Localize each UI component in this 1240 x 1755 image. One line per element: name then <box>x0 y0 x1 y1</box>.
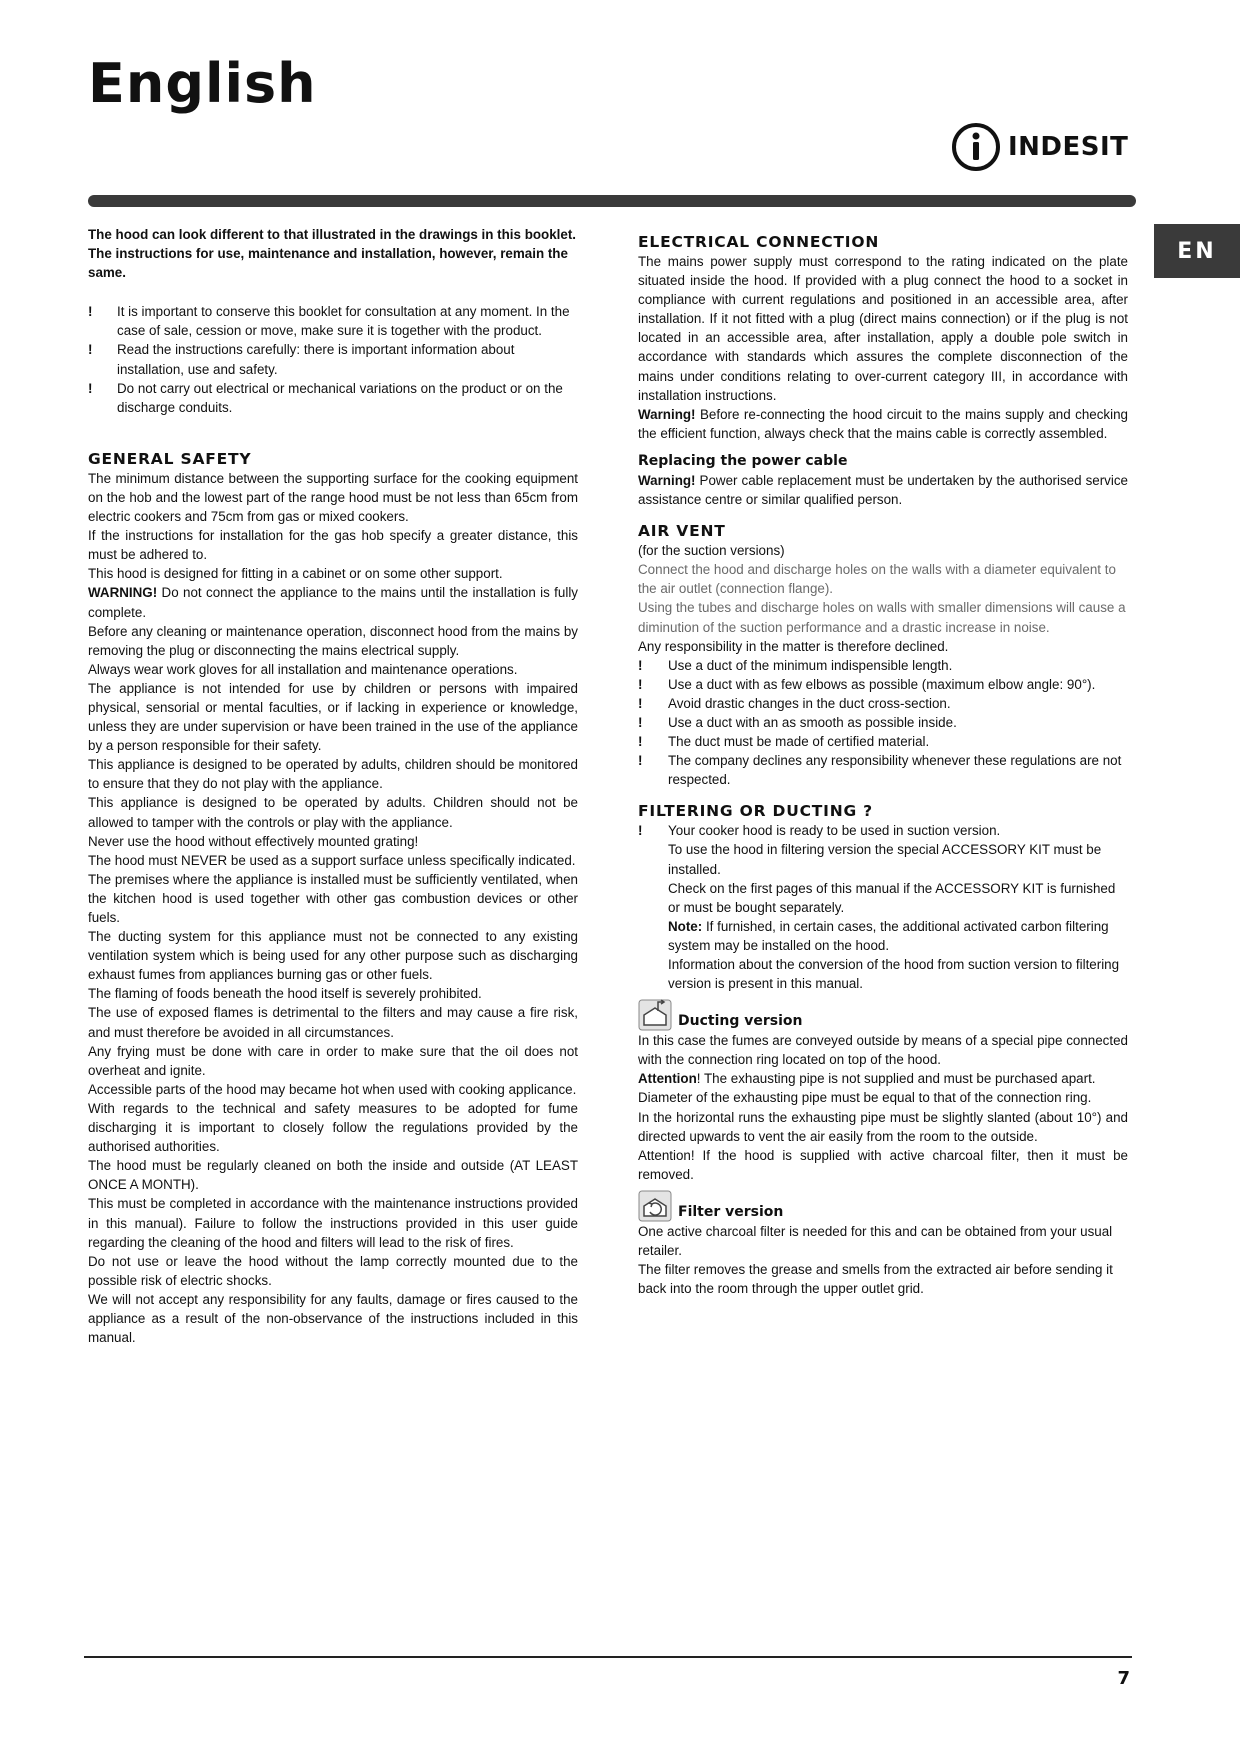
replacing-power-cable-heading: Replacing the power cable <box>638 452 848 469</box>
left-column <box>88 225 578 1347</box>
ducting-version-icon <box>638 999 672 1031</box>
paragraph: Using the tubes and discharge holes on walls with smaller dimensions will cause a diminution of the suction performance and a drastic increase in noise. <box>638 600 1126 635</box>
attention-label: Attention <box>638 1071 697 1087</box>
attention-text: ! The exhausting pipe is not supplied and must be purchased apart. <box>696 1071 1096 1087</box>
paragraph: With regards to the technical and safety measures to be adopted for fume discharging it is important to closely follow the regulations provided by the authorised authorities. <box>88 1100 578 1155</box>
paragraph: Connect the hood and discharge holes on the walls with a diameter equivalent to the air outlet (connection flange). <box>638 562 1116 597</box>
note-text: If furnished, in certain cases, the additional activated carbon filtering system may be installed on the hood. <box>668 918 1109 953</box>
warning-text: Power cable replacement must be undertaken by the authorised service assistance centre or similar qualified person. <box>638 472 1128 508</box>
paragraph: This must be completed in accordance with the maintenance instructions provided in this manual). Failure to follow the instructions provided in this user guide regarding the cleaning of the hood and filters will lead to the risk of fires. <box>88 1196 578 1250</box>
paragraph: If the instructions for installation for the gas hob specify a greater distance, this must be adhered to. <box>88 528 578 563</box>
list-item: ! Your cooker hood is ready to be used in suction version. <box>638 821 1128 840</box>
air-vent-heading: AIR VENT <box>638 522 726 541</box>
ducting-version-header <box>638 999 1128 1031</box>
note-label: Note: <box>668 918 703 934</box>
paragraph: One active charcoal filter is needed for this and can be obtained from your usual retailer. <box>638 1223 1113 1259</box>
general-safety-heading: GENERAL SAFETY <box>88 449 252 468</box>
paragraph: The minimum distance between the supporting surface for the cooking equipment on the hob and the lowest part of the range hood must be not less than 65cm from electric cookers and 75cm from gas or mixed cookers. <box>88 470 578 525</box>
paragraph: Always wear work gloves for all installation and maintenance operations. <box>88 661 518 677</box>
paragraph: The hood must be regularly cleaned on both the inside and outside (AT LEAST ONCE A MONTH). <box>88 1158 578 1193</box>
list-item: ! It is important to conserve this booklet for consultation at any moment. In the case of sale, cession or move, make sure it is together with the product. <box>88 302 578 340</box>
paragraph: Any responsibility in the matter is therefore declined. <box>638 638 949 654</box>
right-column <box>638 232 1128 1298</box>
general-safety-body <box>88 469 578 1347</box>
paragraph: This appliance is designed to be operated by adults, children should be monitored to ensure that they do not play with the appliance. <box>88 757 578 792</box>
air-vent-subtitle: (for the suction versions) <box>638 543 785 559</box>
filtering-notes <box>638 821 1128 840</box>
list-item: ! Do not carry out electrical or mechanical variations on the product or on the discharge conduits. <box>88 379 578 417</box>
electrical-connection-body <box>638 252 1128 443</box>
list-item: ! Avoid drastic changes in the duct cross-section. <box>638 694 1128 713</box>
paragraph: The ducting system for this appliance must not be connected to any existing ventilation system which is being used for any other purpose such as discharging exhaust fumes from appliances burning gas or other fuels. <box>88 929 578 983</box>
paragraph <box>668 917 1128 955</box>
ducting-version-body <box>638 1031 1128 1184</box>
brand-name: INDESIT <box>1008 132 1129 162</box>
important-notes <box>88 302 578 417</box>
paragraph: To use the hood in filtering version the special ACCESSORY KIT must be installed. <box>668 842 1102 877</box>
paragraph <box>88 583 578 621</box>
paragraph <box>638 471 1128 509</box>
list-item: ! Use a duct of the minimum indispensible length. <box>638 656 1128 675</box>
paragraph: Accessible parts of the hood may became hot when used with cooking applicance. <box>88 1081 577 1097</box>
paragraph: Any frying must be done with care in order to make sure that the oil does not overheat and ignite. <box>88 1043 578 1078</box>
paragraph: The mains power supply must correspond to the rating indicated on the plate situated inside the hood. If provided with a plug connect the hood to a socket in compliance with current regulations and positioned in an accessible area, after installation. If it not fitted with a plug (direct mains connection) or if the plug is not located in an accessible area, after installation, apply a double pole switch in accordance with standards which assures the complete disconnection of the mains under conditions relating to over-current category III, in accordance with installation instructions. <box>638 254 1128 403</box>
warning-label: Warning! <box>638 406 696 422</box>
brand-logo <box>950 120 1128 174</box>
list-item: ! The company declines any responsibility whenever these regulations are not respected. <box>638 751 1128 789</box>
paragraph: Check on the first pages of this manual if the ACCESSORY KIT is furnished or must be bought separately. <box>668 880 1116 915</box>
paragraph: Information about the conversion of the hood from suction version to filtering version is present in this manual. <box>668 957 1120 992</box>
paragraph: In this case the fumes are conveyed outside by means of a special pipe connected with the connection ring located on top of the hood. <box>638 1033 1128 1068</box>
header-rule <box>88 195 1136 207</box>
footer-rule <box>84 1656 1132 1658</box>
electrical-connection-heading: ELECTRICAL CONNECTION <box>638 233 880 251</box>
paragraph: The appliance is not intended for use by children or persons with impaired physical, sensorial or mental faculties, or if lacking in experience or knowledge, unless they are under supervision or have been trained in the use of the appliance by a person responsible for their safety. <box>88 680 578 754</box>
duct-rules <box>638 656 1128 790</box>
intro-note: The hood can look different to that illustrated in the drawings in this booklet. The instructions for use, maintenance and installation, however, remain the same. <box>88 227 577 281</box>
paragraph: The flaming of foods beneath the hood itself is severely prohibited. <box>88 986 482 1002</box>
page-title: English <box>88 52 317 115</box>
paragraph: Before any cleaning or maintenance operation, disconnect hood from the mains by removing the plug or disconnecting the mains electrical supply. <box>88 623 578 658</box>
filtering-or-ducting-heading: FILTERING OR DUCTING ? <box>638 802 873 821</box>
paragraph: Attention! If the hood is supplied with active charcoal filter, then it must be removed. <box>638 1147 1128 1182</box>
filter-version-icon <box>638 1190 672 1222</box>
paragraph: The use of exposed flames is detrimental to the filters and may cause a fire risk, and must therefore be avoided in all circumstances. <box>88 1005 578 1040</box>
paragraph: Do not use or leave the hood without the lamp correctly mounted due to the possible risk of electric shocks. <box>88 1253 578 1288</box>
filtering-body <box>638 840 1128 993</box>
paragraph: The filter removes the grease and smells from the extracted air before sending it back into the room through the upper outlet grid. <box>638 1262 1113 1297</box>
page-number: 7 <box>1117 1668 1130 1689</box>
brand-logo-icon <box>950 121 1002 173</box>
warning-text: Do not connect the appliance to the mains until the installation is fully complete. <box>88 585 578 620</box>
paragraph: This hood is designed for fitting in a cabinet or on some other support. <box>88 566 503 582</box>
paragraph: The hood must NEVER be used as a support surface unless specifically indicated. <box>88 852 576 868</box>
paragraph: This appliance is designed to be operated by adults. Children should not be allowed to tamper with the controls or play with the appliance. <box>88 795 578 830</box>
filter-version-header <box>638 1190 1128 1222</box>
paragraph: In the horizontal runs the exhausting pipe must be slightly slanted (about 10°) and directed upwards to vent the air easily from the room to the outside. <box>638 1109 1128 1144</box>
paragraph: We will not accept any responsibility for any faults, damage or fires caused to the appliance as a result of the non-observance of the instructions included in this manual. <box>88 1291 578 1346</box>
paragraph: Never use the hood without effectively mounted grating! <box>88 833 419 849</box>
language-tab: EN <box>1154 224 1240 278</box>
paragraph <box>638 1069 1128 1088</box>
paragraph: The premises where the appliance is installed must be sufficiently ventilated, when the kitchen hood is used together with other gas combustion devices or other fuels. <box>88 871 578 925</box>
filter-version-heading: Filter version <box>678 1203 784 1220</box>
list-item: ! Use a duct with an as smooth as possible inside. <box>638 713 1128 732</box>
paragraph: Diameter of the exhausting pipe must be equal to that of the connection ring. <box>638 1090 1092 1106</box>
list-item: ! The duct must be made of certified material. <box>638 732 1128 751</box>
warning-label: Warning! <box>638 472 696 488</box>
paragraph <box>638 405 1128 443</box>
warning-label: WARNING! <box>88 585 158 601</box>
warning-text: Before re-connecting the hood circuit to the mains supply and checking the efficient function, always check that the mains cable is correctly assembled. <box>638 406 1128 441</box>
list-item: ! Use a duct with as few elbows as possible (maximum elbow angle: 90°). <box>638 675 1128 694</box>
filter-version-body <box>638 1222 1128 1298</box>
list-item: ! Read the instructions carefully: there is important information about installation, use and safety. <box>88 340 578 378</box>
ducting-version-heading: Ducting version <box>678 1013 803 1030</box>
